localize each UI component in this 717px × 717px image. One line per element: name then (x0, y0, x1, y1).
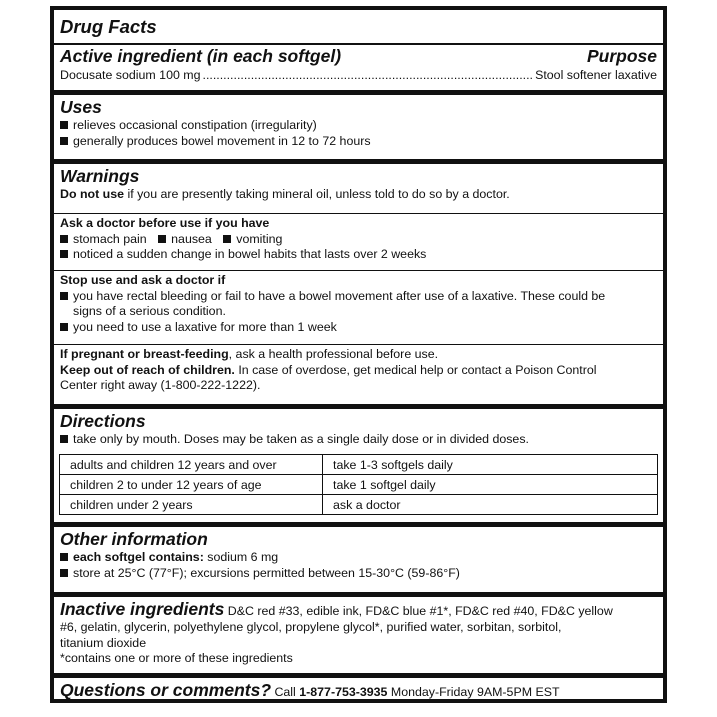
bullet-square-icon (60, 235, 68, 243)
directions-heading: Directions (60, 411, 146, 431)
inactive-ingredients-note: *contains one or more of these ingredients (60, 651, 293, 665)
ask-doctor-heading: Ask a doctor before use if you have (60, 216, 270, 230)
divider (54, 522, 663, 527)
divider (54, 270, 663, 271)
bullet-square-icon (60, 569, 68, 577)
questions-heading: Questions or comments? (60, 680, 272, 700)
divider (54, 159, 663, 164)
questions-section (54, 680, 663, 701)
uses-section (54, 97, 663, 149)
stop-use-item: you have rectal bleeding or fail to have a bowel movement after use of a laxative. These could be (60, 289, 657, 305)
inactive-ingredients-section (54, 599, 663, 667)
drug-facts-panel (50, 6, 667, 703)
keep-out-of-reach-continued: Center right away (1-800-222-1222). (60, 378, 261, 392)
age-cell: children 2 to under 12 years of age (60, 475, 323, 495)
ask-doctor-symptoms: stomach pain nausea vomiting (60, 232, 657, 248)
other-information-section (54, 529, 663, 581)
warnings-heading: Warnings (60, 166, 140, 186)
directions-table (59, 454, 658, 515)
other-info-item: store at 25°C (77°F); excursions permitted between 15-30°C (59-86°F) (60, 566, 657, 582)
divider (54, 213, 663, 214)
bullet-square-icon (60, 323, 68, 331)
inactive-ingredients-list: #6, gelatin, glycerin, polyethylene glycol, propylene glycol*, purified water, sorbitan, sorbitol, (60, 620, 562, 634)
divider (54, 344, 663, 345)
bullet-square-icon (60, 250, 68, 258)
active-ingredient-name: Docusate sodium 100 mg (60, 68, 201, 82)
age-cell: children under 2 years (60, 495, 323, 515)
dose-cell: ask a doctor (323, 495, 658, 515)
directions-intro: take only by mouth. Doses may be taken as a single daily dose or in divided doses. (60, 432, 657, 448)
bullet-square-icon (60, 435, 68, 443)
pregnancy-keep-out-section (54, 347, 663, 394)
dose-cell: take 1-3 softgels daily (323, 455, 658, 475)
ask-doctor-item: noticed a sudden change in bowel habits that lasts over 2 weeks (60, 247, 657, 263)
directions-section (54, 411, 663, 448)
bullet-square-icon (60, 292, 68, 300)
uses-item: relieves occasional constipation (irregularity) (60, 118, 657, 134)
divider (54, 90, 663, 95)
uses-heading: Uses (60, 97, 102, 117)
pregnancy-warning: If pregnant or breast-feeding, ask a health professional before use. (60, 347, 439, 361)
bullet-square-icon (158, 235, 166, 243)
bullet-square-icon (223, 235, 231, 243)
drug-facts-title-section (54, 16, 663, 37)
inactive-ingredients-list: titanium dioxide (60, 635, 147, 650)
bullet-square-icon (60, 137, 68, 145)
divider (54, 43, 663, 45)
active-ingredient-section (54, 46, 663, 84)
dot-leader (203, 68, 534, 84)
other-information-heading: Other information (60, 529, 208, 549)
warnings-section (54, 166, 663, 203)
purpose-text: Stool softener laxative (535, 68, 657, 82)
other-info-item: each softgel contains: sodium 6 mg (60, 550, 657, 566)
dose-cell: take 1 softgel daily (323, 475, 658, 495)
inactive-ingredients-line: Inactive ingredients D&C red #33, edible ink, FD&C blue #1*, FD&C red #40, FD&C yellow (60, 599, 613, 619)
stop-use-heading: Stop use and ask a doctor if (60, 273, 226, 287)
questions-line: Questions or comments? Call 1-877-753-3935 Monday-Friday 9AM-5PM EST (60, 680, 560, 700)
divider (54, 592, 663, 597)
keep-out-of-reach: Keep out of reach of children. In case of overdose, get medical help or contact a Poison Control (60, 362, 597, 377)
uses-item: generally produces bowel movement in 12 to 72 hours (60, 134, 657, 150)
bullet-square-icon (60, 553, 68, 561)
divider (54, 673, 663, 678)
do-not-use-text: Do not use if you are presently taking mineral oil, unless told to do so by a doctor. (60, 187, 510, 201)
stop-use-item: you need to use a laxative for more than 1 week (60, 320, 657, 336)
divider (54, 404, 663, 409)
table-row (60, 475, 658, 495)
ask-doctor-section (54, 216, 663, 263)
stop-use-section (54, 273, 663, 335)
drug-facts-title: Drug Facts (60, 16, 157, 37)
table-row (60, 495, 658, 515)
table-row (60, 455, 658, 475)
active-ingredient-heading: Active ingredient (in each softgel) (60, 46, 342, 66)
stop-use-item-continued: signs of a serious condition. (73, 304, 226, 318)
purpose-heading: Purpose (586, 46, 657, 66)
phone-number: 1-877-753-3935 (299, 685, 388, 699)
inactive-ingredients-heading: Inactive ingredients (60, 599, 225, 619)
bullet-square-icon (60, 121, 68, 129)
age-cell: adults and children 12 years and over (60, 455, 323, 475)
